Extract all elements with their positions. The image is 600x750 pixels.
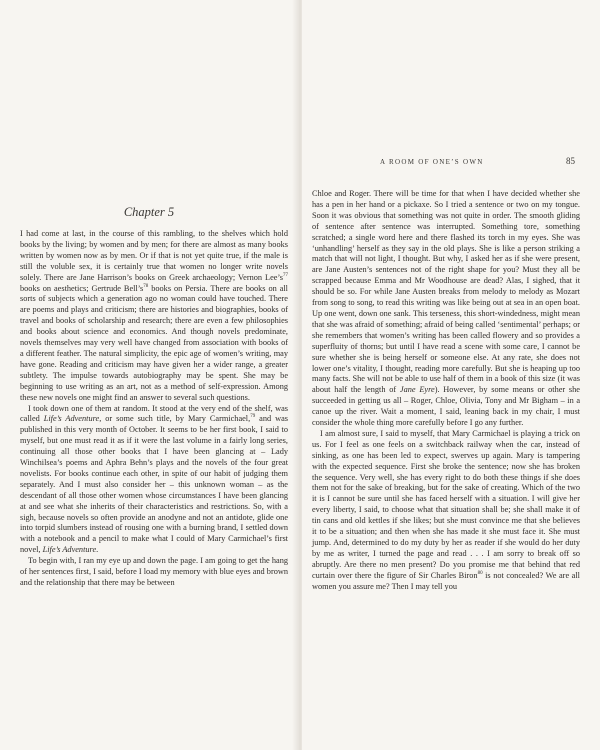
text-run: I took down one of them at random. It stood at the very end of the shelf, was called — [20, 403, 288, 424]
paragraph — [20, 556, 288, 589]
text-run: Chloe and Roger. There will be time for that when I have decided whether she has a pen in her hand or a pickaxe. So I tried a sentence or two on my tongue. Soon it was obvious that something was not quite in order. The smooth gliding of sentence after sentence was interrupted. Something tore, something scratched; a single word here and there flashed its torch in my eyes. She was ‘unhandling’ herself as they say in the old plays. She is like a person striking a match that will not light, I thought. But why, I asked her as if she were present, are Jane Austen’s sentences not of the right shape for you? Must they all be scrapped because Emma and Mr Woodhouse are dead? Alas, I sighed, that it should be so. For while Jane Austen breaks from melody to melody as Mozart from song to song, to read this writing was like being out at sea in an open boat. Up one went, down one sank. This terseness, this short-windedness, might mean that she was afraid of something; afraid of being called ‘sentimental’ perhaps; or she remembers that women’s writing has been called flowery and so provides a superfluity of thorns; but until I have read a scene with some care, I cannot be sure whether she is being herself or someone else. At any rate, she does not lower one’s vitality, I thought, reading more carefully. But she is heaping up too many facts. She will not be able to use half of them in a book of this size (it was about half the length of — [312, 189, 580, 395]
footnote-marker: 80 — [477, 570, 483, 576]
paragraph — [312, 429, 580, 593]
text-run: books on aesthetics; Gertrude Bell’s — [20, 283, 144, 293]
left-page — [0, 0, 298, 750]
footnote-marker: 79 — [250, 414, 256, 420]
book-title: Jane Eyre — [399, 385, 435, 395]
right-page-body — [312, 189, 580, 593]
running-head: A ROOM OF ONE’S OWN — [380, 158, 484, 166]
text-run: To begin with, I ran my eye up and down the page. I am going to get the hang of her sentences first, I said, before I load my memory with blue eyes and brown and the relationship that there may be between — [20, 556, 288, 587]
book-title: Life’s Adventure — [43, 414, 100, 424]
text-run: and was published in this very month of October. It seems to be her first book, I said to myself, but one must read it as if it were the last volume in a fairly long series, continuing all those other books that I have been glancing at – Lady Winchilsea’s poems and Aphra Behn’s plays and the novels of the four great novelists. For books continue each other, in spite of our habit of judging them separately. And I must also consider her – this unknown woman – as the descendant of all those other women whose circumstances I have been glancing at and see what she inherits of their characteristics and restrictions. So, with a sigh, because novels so often provide an anodyne and not an antidote, glide one into torpid slumbers instead of rousing one with a burning brand, I settled down with a notebook and a pencil to make what I could of Mary Carmichael’s first novel, — [20, 414, 288, 555]
chapter-title: Chapter 5 — [123, 205, 175, 219]
paragraph — [20, 229, 288, 404]
paragraph — [20, 404, 288, 557]
text-run: ). However, by some means or other she succeeded in getting us all – Roger, Chloe, Olivia, Tony and Mr Bigham – in a canoe up the river. Wait a moment, I said, leaning back in my chair, I must consider the whole thing more carefully before I go any further. — [312, 385, 580, 428]
paragraph — [312, 189, 580, 429]
text-run: , or some such title, by Mary Carmichael, — [99, 414, 251, 424]
text-run: I am almost sure, I said to myself, that Mary Carmichael is playing a trick on us. For I feel as one feels on a switchback railway when the car, instead of sinking, as one has been led to expect, swerves up again. Mary is tampering with the expected sequence. First she broke the sentence; now she has broken the sequence. Very well, she has every right to do both these things if she does them not for the sake of breaking, but for the sake of creating. Which of the two it is I cannot be sure until she has faced herself with a situation. I will give her every liberty, I said, to choose what that situation shall be; she shall make it of tin cans and old kettles if she likes; but she must convince me that she believes it to be a situation; and then when she has made it she must face it. She must jump. And, determined to do my duty by her as reader if she would do her duty by me as writer, I turned the page and read . . . I am sorry to break off so abruptly. Are there no men present? Do you promise me that behind that red curtain over there the figure of Sir Charles Biron — [312, 428, 580, 580]
footnote-marker: 78 — [143, 283, 149, 289]
left-page-body — [20, 229, 288, 589]
text-run: I had come at last, in the course of this rambling, to the shelves which hold books by the living; by women and by men; for there are almost as many books written by women now as by men. Or if that is not yet quite true, if the male is still the voluble sex, it is certainly true that women no longer write novels solely. There are Jane Harrison’s books on Greek archaeology; Vernon Lee’s — [20, 229, 288, 282]
page-number: 85 — [566, 156, 575, 166]
text-run: is not concealed? We are all women you assure me? Then I may tell you — [312, 570, 580, 591]
text-run: . — [96, 545, 99, 555]
footnote-marker: 77 — [283, 272, 288, 278]
text-run: books on Persia. There are books on all sorts of subjects which a generation ago no woman could have touched. There are poems and plays and criticism; there are histories and biographies, books of travel and books of scholarship and research; there are even a few philosophies and books about science and economics. And though novels predominate, novels themselves may very well have changed from association with books of a different feather. The natural simplicity, the epic age of women’s writing, may have gone. Reading and criticism may have given her a wider range, a greater subtlety. The impulse towards autobiography may be spent. She may be beginning to use writing as an art, not as a method of self-expression. Among these new novels one might find an answer to several such questions. — [20, 283, 288, 402]
book-title: Life’s Adventure — [42, 545, 97, 555]
